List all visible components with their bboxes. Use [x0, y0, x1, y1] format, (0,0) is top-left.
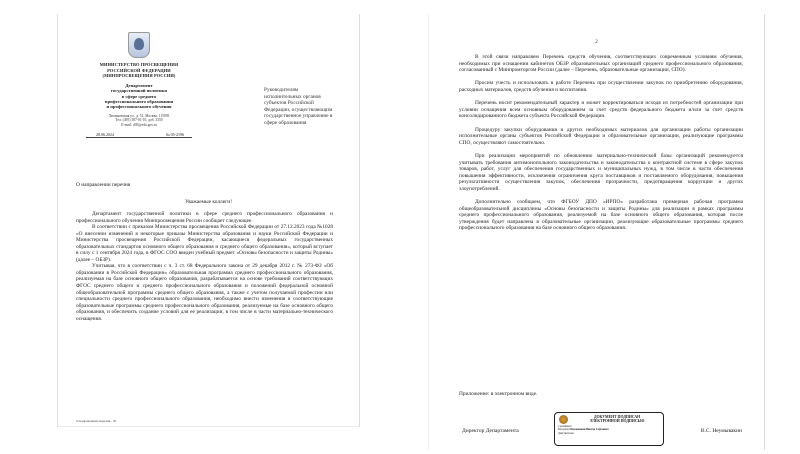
department-line: профессионального образования	[104, 99, 174, 104]
addressee-line: сфере образования	[264, 119, 307, 126]
stamp-title-line: ДОКУМЕНТ ПОДПИСАН	[593, 415, 641, 419]
department-line: государственной политики	[111, 88, 167, 94]
addressee-line: субъектов Российской	[264, 100, 314, 107]
document-page-2	[428, 14, 765, 450]
ministry-line: (МИНПРОСВЕЩЕНИЯ РОССИИ)	[102, 73, 176, 79]
paragraph: Перечень носит рекомендательный характер и может корректироваться исходя из потребностей организации при условии оснащения всем основным оборудованием за счет средств федерального бюджета и/или за счет средств консолидированного бюджета субъекта Российской Федерации.	[459, 100, 743, 120]
document-page-1	[57, 14, 360, 427]
ministry-name	[86, 62, 192, 79]
addressee-line: государственное управление в	[264, 113, 333, 120]
paragraph: В соответствии с приказом Министерства просвещения Российской Федерации от 27.12.2023 года №1028 «О внесении изменений в некоторые приказы Министерства образования и науки Российской Федерации и Министерства просвещения Российской Федерации, касающиеся федеральных государственных образовательных стандартов основного общего образования и среднего общего образования», который вступает в силу с 1 сентября 2024 года, в ФГОС СОО введен учебный предмет «Основы безопасности и защиты Родины» (далее – ОБЗР).	[76, 224, 333, 263]
paragraph: В этой связи направляем Перечень средств обучения, соответствующих современным условиям обучения, необходимых при оснащении кабинетов ОБЗР образовательных организаций среднего профессионального образования, согласованный с Минпромторгом России (далее – Перечень, образовательные организации, СПО).	[459, 54, 743, 74]
coat-of-arms-icon	[128, 32, 150, 58]
owner-label: Владелец	[558, 428, 569, 432]
signer-role: Директор Департамента	[462, 428, 519, 434]
sender-address	[86, 114, 192, 128]
letter-body	[76, 211, 333, 322]
appendix-note: Приложение: в электронном виде.	[459, 391, 538, 397]
stamp-validity	[558, 432, 660, 435]
greeting: Уважаемые коллеги!	[185, 199, 232, 205]
document-date: 28.06.2024	[96, 131, 114, 137]
paragraph: При реализации мероприятий по обновлению материально-технической базы организаций рекомендуется учитывать требования антимонопольного законодательства и законодательства о контрактной системе в сфере закупок товаров, работ, услуг для обеспечения государственных и муниципальных нужд, в том числе в части обеспечения повышения эффективности, исключения ограничения круга поставщиков и поставляемого оборудования, повышения результативности осуществления закупок, обеспечения прозрачности, предотвращения коррупции и других злоупотреблений.	[459, 152, 743, 192]
stamp-details	[558, 425, 660, 435]
signer-name: В.С. Неумывакин	[700, 428, 742, 434]
ministry-line: МИНИСТЕРСТВО ПРОСВЕЩЕНИЯ	[99, 62, 179, 67]
paragraph: Департамент государственной политики в сфере среднего профессионального образования и профессионального обучения Минпросвещения России сообщает следующее.	[76, 211, 333, 224]
paragraph: Учитывая, что в соответствии с ч. 3 ст. 68 Федерального закона от 29 декабря 2012 г. № 273-ФЗ «Об образовании в Российской Федерации» образовательная программа среднего профессионального образования, реализуемая на базе основного общего образования, разрабатывается на основе требований соответствующих ФГОС среднего общего и среднего профессионального образования и положений федеральной основной общеобразовательной программы среднего общего образования, а также с учетом получаемой профессии или специальности среднего профессионального образования, необходимо внести изменения в соответствующие образовательные программы среднего профессионального образования, реализуемые на базе основного общего образования, и обеспечить создание условий для ее реализации, в том числе в части материально-технического оснащения.	[76, 263, 333, 322]
phone-line: Тел. (495) 587-01-10, доб. 3350	[115, 118, 163, 123]
department-line: Департамент	[125, 82, 153, 88]
addressee-line: Федерации, осуществляющим	[264, 106, 333, 113]
ministry-line: РОССИЙСКОЙ ФЕДЕРАЦИИ	[107, 67, 171, 73]
page-footer: О направлении перечня - 05	[76, 419, 117, 423]
stamp-title	[574, 415, 660, 424]
sender-block	[86, 32, 192, 138]
registration-line	[86, 132, 192, 138]
letter-body	[459, 54, 743, 239]
paragraph: Дополнительно сообщаем, что ФГБОУ ДПО «ИРПО» разработана примерная рабочая программа общеобразовательной дисциплины «Основы безопасности и защиты Родины» для реализации в рамках программы среднего профессионального образования, реализуемой на базе основного общего образования, которая после утверждения будет направлена в образовательные организации, реализующие образовательные программы среднего профессионального образования на базе основного общего образования.	[459, 199, 743, 232]
paragraph: Процедуру закупки оборудования и других необходимых материалов для организации работы организации исполнительные органы субъектов Российской Федерации и образовательные организации, реализующие программы СПО, осуществляют самостоятельно.	[459, 126, 743, 146]
letter-subject: О направлении перечня	[76, 182, 131, 188]
page-number: 2	[595, 40, 598, 45]
emblem-icon	[559, 415, 568, 424]
validity-label: Действителен	[558, 431, 574, 435]
signature-block	[462, 412, 742, 454]
addressee-line: исполнительных органов	[264, 93, 321, 100]
department-name	[86, 83, 192, 110]
stamp-title-line: ЭЛЕКТРОННОЙ ПОДПИСЬЮ	[589, 419, 645, 424]
electronic-signature-stamp	[554, 412, 664, 446]
department-line: и профессионального обучения	[106, 104, 172, 110]
paragraph: Просим учесть и использовать в работе Перечень при осуществлении закупок по приобретению оборудования, расходных материалов, средств обучения и воспитания.	[459, 80, 743, 93]
address-line: Люсиновская ул., д. 51, Москва, 115093	[108, 113, 170, 118]
department-line: в сфере среднего	[121, 93, 157, 99]
addressee-block	[264, 87, 364, 127]
document-number: № 05-2196	[165, 131, 184, 137]
addressee-line: Руководителям	[264, 87, 299, 93]
owner-name: Неумывакин Виктор Сергеевич	[569, 428, 609, 432]
email-line: E-mail: d05@edu.gov.ru	[121, 123, 157, 127]
certificate-label: Сертификат	[558, 425, 572, 428]
